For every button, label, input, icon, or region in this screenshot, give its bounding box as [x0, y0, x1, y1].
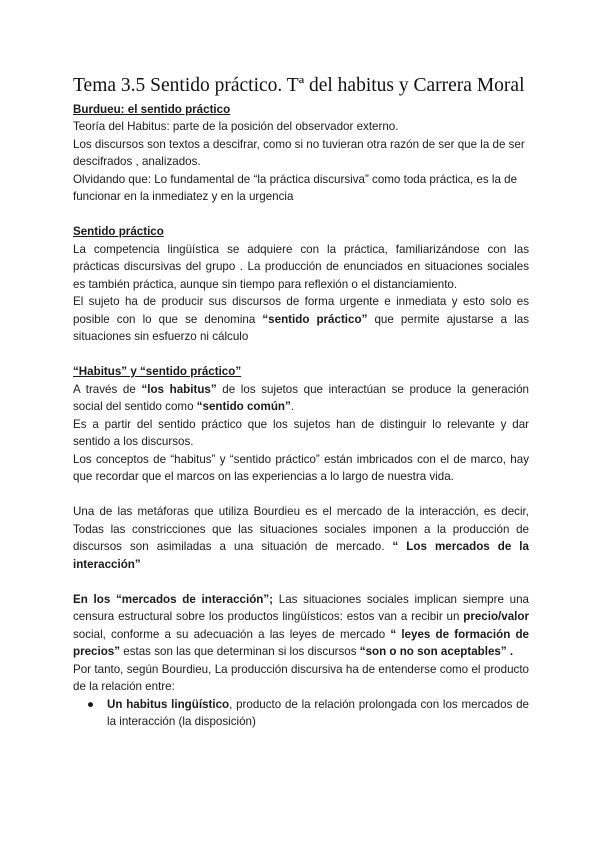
- page-title: Tema 3.5 Sentido práctico. Tª del habitus y Carrera Moral: [73, 75, 525, 96]
- paragraph: Es a partir del sentido práctico que los sujetos han de distinguir lo relevante y dar sentido a los discursos.: [73, 417, 529, 448]
- paragraph: Una de las metáforas que utiliza Bourdieu es el mercado de la interacción, es decir, Todas las constricciones que las situaciones sociales imponen a la producción de discursos son asimiladas a una situación de mercado. “ Los mercados de la interacción”: [73, 505, 529, 571]
- paragraph-line: Teoría del Habitus: parte de la posición del observador externo.: [73, 120, 399, 133]
- list-item: ● Un habitus lingüístico, producto de la relación prolongada con los mercados de la interacción (la disposición): [87, 697, 530, 728]
- document-page: [73, 74, 529, 731]
- paragraph: Los conceptos de “habitus” y “sentido práctico” están imbricados con el de marco, hay que recordar que el marcos on las experiencias a lo largo de nuestra vida.: [73, 452, 529, 483]
- bullet-list: [73, 696, 529, 731]
- paragraph: El sujeto ha de producir sus discursos de forma urgente e inmediata y esto solo es posible con lo que se denomina “sentido práctico” que permite ajustarse a las situaciones sin esfuerzo ni cálculo: [73, 295, 530, 343]
- paragraph-line: Los discursos son textos a descifrar, como si no tuvieran otra razón de ser que la de ser descifrados , analizados.: [73, 137, 525, 168]
- section-heading-sentido-practico-bourdieu: Burdueu: el sentido práctico: [73, 102, 231, 116]
- bullet-icon: ●: [87, 697, 95, 711]
- section-heading-habitus: “Habitus” y “sentido práctico”: [73, 365, 242, 378]
- paragraph: Por tanto, según Bourdieu, La producción discursiva ha de entenderse como el producto de la relación entre:: [73, 662, 529, 693]
- paragraph: A través de “los habitus” de los sujetos que interactúan se produce la generación social del sentido como “sentido común”.: [73, 382, 529, 413]
- section-heading-sentido-practico: Sentido práctico: [73, 225, 164, 238]
- paragraph: La competencia lingüística se adquiere con la práctica, familiarizándose con las prácticas discursivas del grupo . La producción de enunciados en situaciones sociales es también práctica, aunque sin tiempo para reflexión o el distanciamiento.: [73, 242, 529, 291]
- paragraph-line: Olvidando que: Lo fundamental de “la práctica discursiva” como toda práctica, es la de funcionar en la inmediatez y en la urgencia: [73, 172, 518, 203]
- paragraph: En los “mercados de interacción”; Las situaciones sociales implican siempre una censura estructural sobre los productos lingüísticos: estos van a recibir un precio/valor social, conforme a su adecuación a las leyes de mercado “ leyes de formación de precios” estas son las que determinan si los discursos “son o no son aceptables” .: [73, 592, 529, 658]
